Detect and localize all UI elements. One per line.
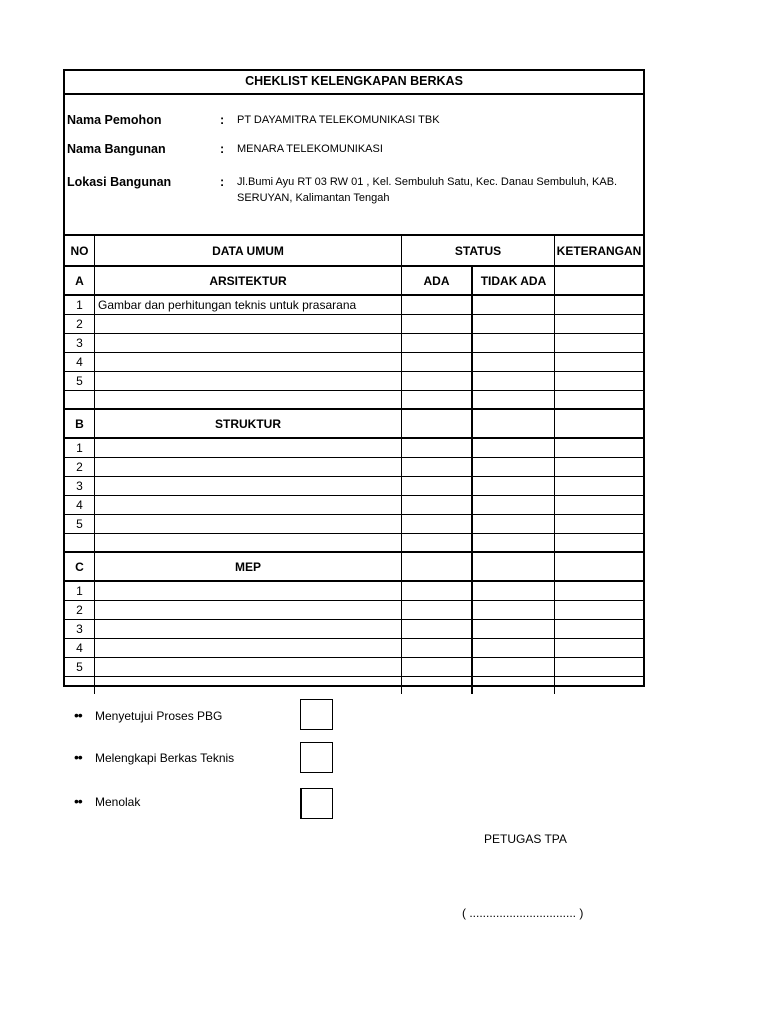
table-row <box>65 677 643 694</box>
table-row <box>65 658 643 677</box>
colon: : <box>220 113 225 127</box>
section-letter: B <box>65 410 95 437</box>
table-row <box>65 353 643 372</box>
table-row <box>65 496 643 515</box>
section-name: MEP <box>95 553 402 580</box>
signature-line: ( ................................ ) <box>462 906 584 920</box>
item-description <box>95 477 402 495</box>
table-row <box>65 372 643 391</box>
ada-cell <box>402 477 473 495</box>
item-number: 5 <box>65 515 95 533</box>
table-row <box>65 515 643 534</box>
item-description <box>95 601 402 619</box>
tidak-ada-cell <box>473 601 555 619</box>
item-description <box>95 496 402 514</box>
item-number: 5 <box>65 658 95 676</box>
table-row <box>65 267 643 296</box>
keterangan-cell <box>555 639 643 657</box>
item-number: 2 <box>65 315 95 333</box>
ada-cell <box>402 677 473 694</box>
keterangan-cell <box>555 582 643 600</box>
tidak-ada-cell <box>473 439 555 457</box>
tidak-ada-cell <box>473 639 555 657</box>
ada-cell <box>402 658 473 676</box>
keterangan-cell <box>555 391 643 408</box>
item-number: 1 <box>65 296 95 314</box>
tidak-ada-cell <box>473 677 555 694</box>
tidak-ada-cell <box>473 477 555 495</box>
item-description <box>95 677 402 694</box>
header-ada: ADA <box>402 267 473 294</box>
nama-pemohon-value: PT DAYAMITRA TELEKOMUNIKASI TBK <box>237 114 440 126</box>
keterangan-cell <box>555 267 643 294</box>
nama-pemohon-label: Nama Pemohon <box>67 113 162 127</box>
item-number: 2 <box>65 458 95 476</box>
table-row <box>65 315 643 334</box>
keterangan-cell <box>555 296 643 314</box>
tidak-ada-cell <box>473 410 555 437</box>
ada-cell <box>402 515 473 533</box>
option-checkbox-approve[interactable] <box>300 699 333 730</box>
table-row <box>65 236 643 267</box>
ada-cell <box>402 315 473 333</box>
ada-cell <box>402 620 473 638</box>
ada-cell <box>402 582 473 600</box>
item-number <box>65 677 95 694</box>
item-description <box>95 582 402 600</box>
keterangan-cell <box>555 439 643 457</box>
colon: : <box>220 175 225 189</box>
section-letter: C <box>65 553 95 580</box>
keterangan-cell <box>555 515 643 533</box>
lokasi-bangunan-label: Lokasi Bangunan <box>67 175 172 189</box>
item-number: 3 <box>65 334 95 352</box>
keterangan-cell <box>555 677 643 694</box>
item-description <box>95 620 402 638</box>
table-row <box>65 620 643 639</box>
tidak-ada-cell <box>473 296 555 314</box>
item-number: 5 <box>65 372 95 390</box>
tidak-ada-cell <box>473 334 555 352</box>
tidak-ada-cell <box>473 372 555 390</box>
section-name: ARSITEKTUR <box>95 267 402 294</box>
bullet-icon: •• <box>74 793 82 809</box>
ada-cell <box>402 553 473 580</box>
lokasi-bangunan-value: Jl.Bumi Ayu RT 03 RW 01 , Kel. Sembuluh Satu, Kec. Danau Sembuluh, KAB. SERUYAN, Kalimantan Tengah <box>237 176 618 204</box>
item-description <box>95 515 402 533</box>
item-number: 3 <box>65 620 95 638</box>
colon: : <box>220 142 225 156</box>
table-row <box>65 601 643 620</box>
item-description <box>95 458 402 476</box>
checklist-title: CHEKLIST KELENGKAPAN BERKAS <box>65 71 643 95</box>
section-letter: A <box>65 267 95 294</box>
tidak-ada-cell <box>473 658 555 676</box>
tidak-ada-cell <box>473 458 555 476</box>
item-number: 4 <box>65 496 95 514</box>
keterangan-cell <box>555 553 643 580</box>
tidak-ada-cell <box>473 620 555 638</box>
header-status: STATUS <box>402 236 555 265</box>
checklist-table <box>65 234 643 687</box>
table-row <box>65 439 643 458</box>
item-description <box>95 658 402 676</box>
ada-cell <box>402 496 473 514</box>
keterangan-cell <box>555 372 643 390</box>
ada-cell <box>402 353 473 371</box>
item-number: 4 <box>65 353 95 371</box>
table-row <box>65 458 643 477</box>
ada-cell <box>402 334 473 352</box>
table-row <box>65 553 643 582</box>
ada-cell <box>402 439 473 457</box>
table-row <box>65 391 643 410</box>
option-label: Melengkapi Berkas Teknis <box>95 751 235 765</box>
keterangan-cell <box>555 477 643 495</box>
option-checkbox-reject[interactable] <box>300 788 333 819</box>
table-row <box>65 334 643 353</box>
keterangan-cell <box>555 353 643 371</box>
header-tidak-ada: TIDAK ADA <box>473 267 555 294</box>
table-row <box>65 582 643 601</box>
item-number: 1 <box>65 582 95 600</box>
keterangan-cell <box>555 658 643 676</box>
keterangan-cell <box>555 334 643 352</box>
option-label: Menyetujui Proses PBG <box>95 709 223 723</box>
item-description <box>95 391 402 408</box>
tidak-ada-cell <box>473 553 555 580</box>
table-row <box>65 534 643 553</box>
item-number: 2 <box>65 601 95 619</box>
ada-cell <box>402 639 473 657</box>
option-checkbox-complete[interactable] <box>300 742 333 773</box>
item-description: Gambar dan perhitungan teknis untuk prasarana <box>95 296 402 314</box>
section-name: STRUKTUR <box>95 410 402 437</box>
table-row <box>65 639 643 658</box>
tidak-ada-cell <box>473 534 555 551</box>
ada-cell <box>402 458 473 476</box>
tidak-ada-cell <box>473 496 555 514</box>
ada-cell <box>402 391 473 408</box>
table-row <box>65 296 643 315</box>
keterangan-cell <box>555 458 643 476</box>
bullet-icon: •• <box>74 707 82 723</box>
keterangan-cell <box>555 410 643 437</box>
item-number: 3 <box>65 477 95 495</box>
bullet-icon: •• <box>74 749 82 765</box>
item-number: 1 <box>65 439 95 457</box>
item-number: 4 <box>65 639 95 657</box>
tidak-ada-cell <box>473 515 555 533</box>
nama-bangunan-value: MENARA TELEKOMUNIKASI <box>237 143 383 155</box>
keterangan-cell <box>555 534 643 551</box>
option-label: Menolak <box>95 795 141 809</box>
nama-bangunan-label: Nama Bangunan <box>67 142 166 156</box>
ada-cell <box>402 601 473 619</box>
item-number <box>65 391 95 408</box>
item-description <box>95 372 402 390</box>
keterangan-cell <box>555 496 643 514</box>
ada-cell <box>402 410 473 437</box>
keterangan-cell <box>555 601 643 619</box>
ada-cell <box>402 296 473 314</box>
checklist-sheet <box>63 69 645 687</box>
table-row <box>65 477 643 496</box>
tidak-ada-cell <box>473 582 555 600</box>
header-data-umum: DATA UMUM <box>95 236 402 265</box>
item-number <box>65 534 95 551</box>
petugas-label: PETUGAS TPA <box>484 832 567 846</box>
item-description <box>95 639 402 657</box>
tidak-ada-cell <box>473 315 555 333</box>
item-description <box>95 439 402 457</box>
keterangan-cell <box>555 315 643 333</box>
item-description <box>95 315 402 333</box>
table-row <box>65 410 643 439</box>
tidak-ada-cell <box>473 391 555 408</box>
header-keterangan: KETERANGAN <box>556 243 642 258</box>
ada-cell <box>402 534 473 551</box>
item-description <box>95 353 402 371</box>
keterangan-cell <box>555 620 643 638</box>
tidak-ada-cell <box>473 353 555 371</box>
ada-cell <box>402 372 473 390</box>
item-description <box>95 534 402 551</box>
item-description <box>95 334 402 352</box>
header-no: NO <box>65 236 95 265</box>
